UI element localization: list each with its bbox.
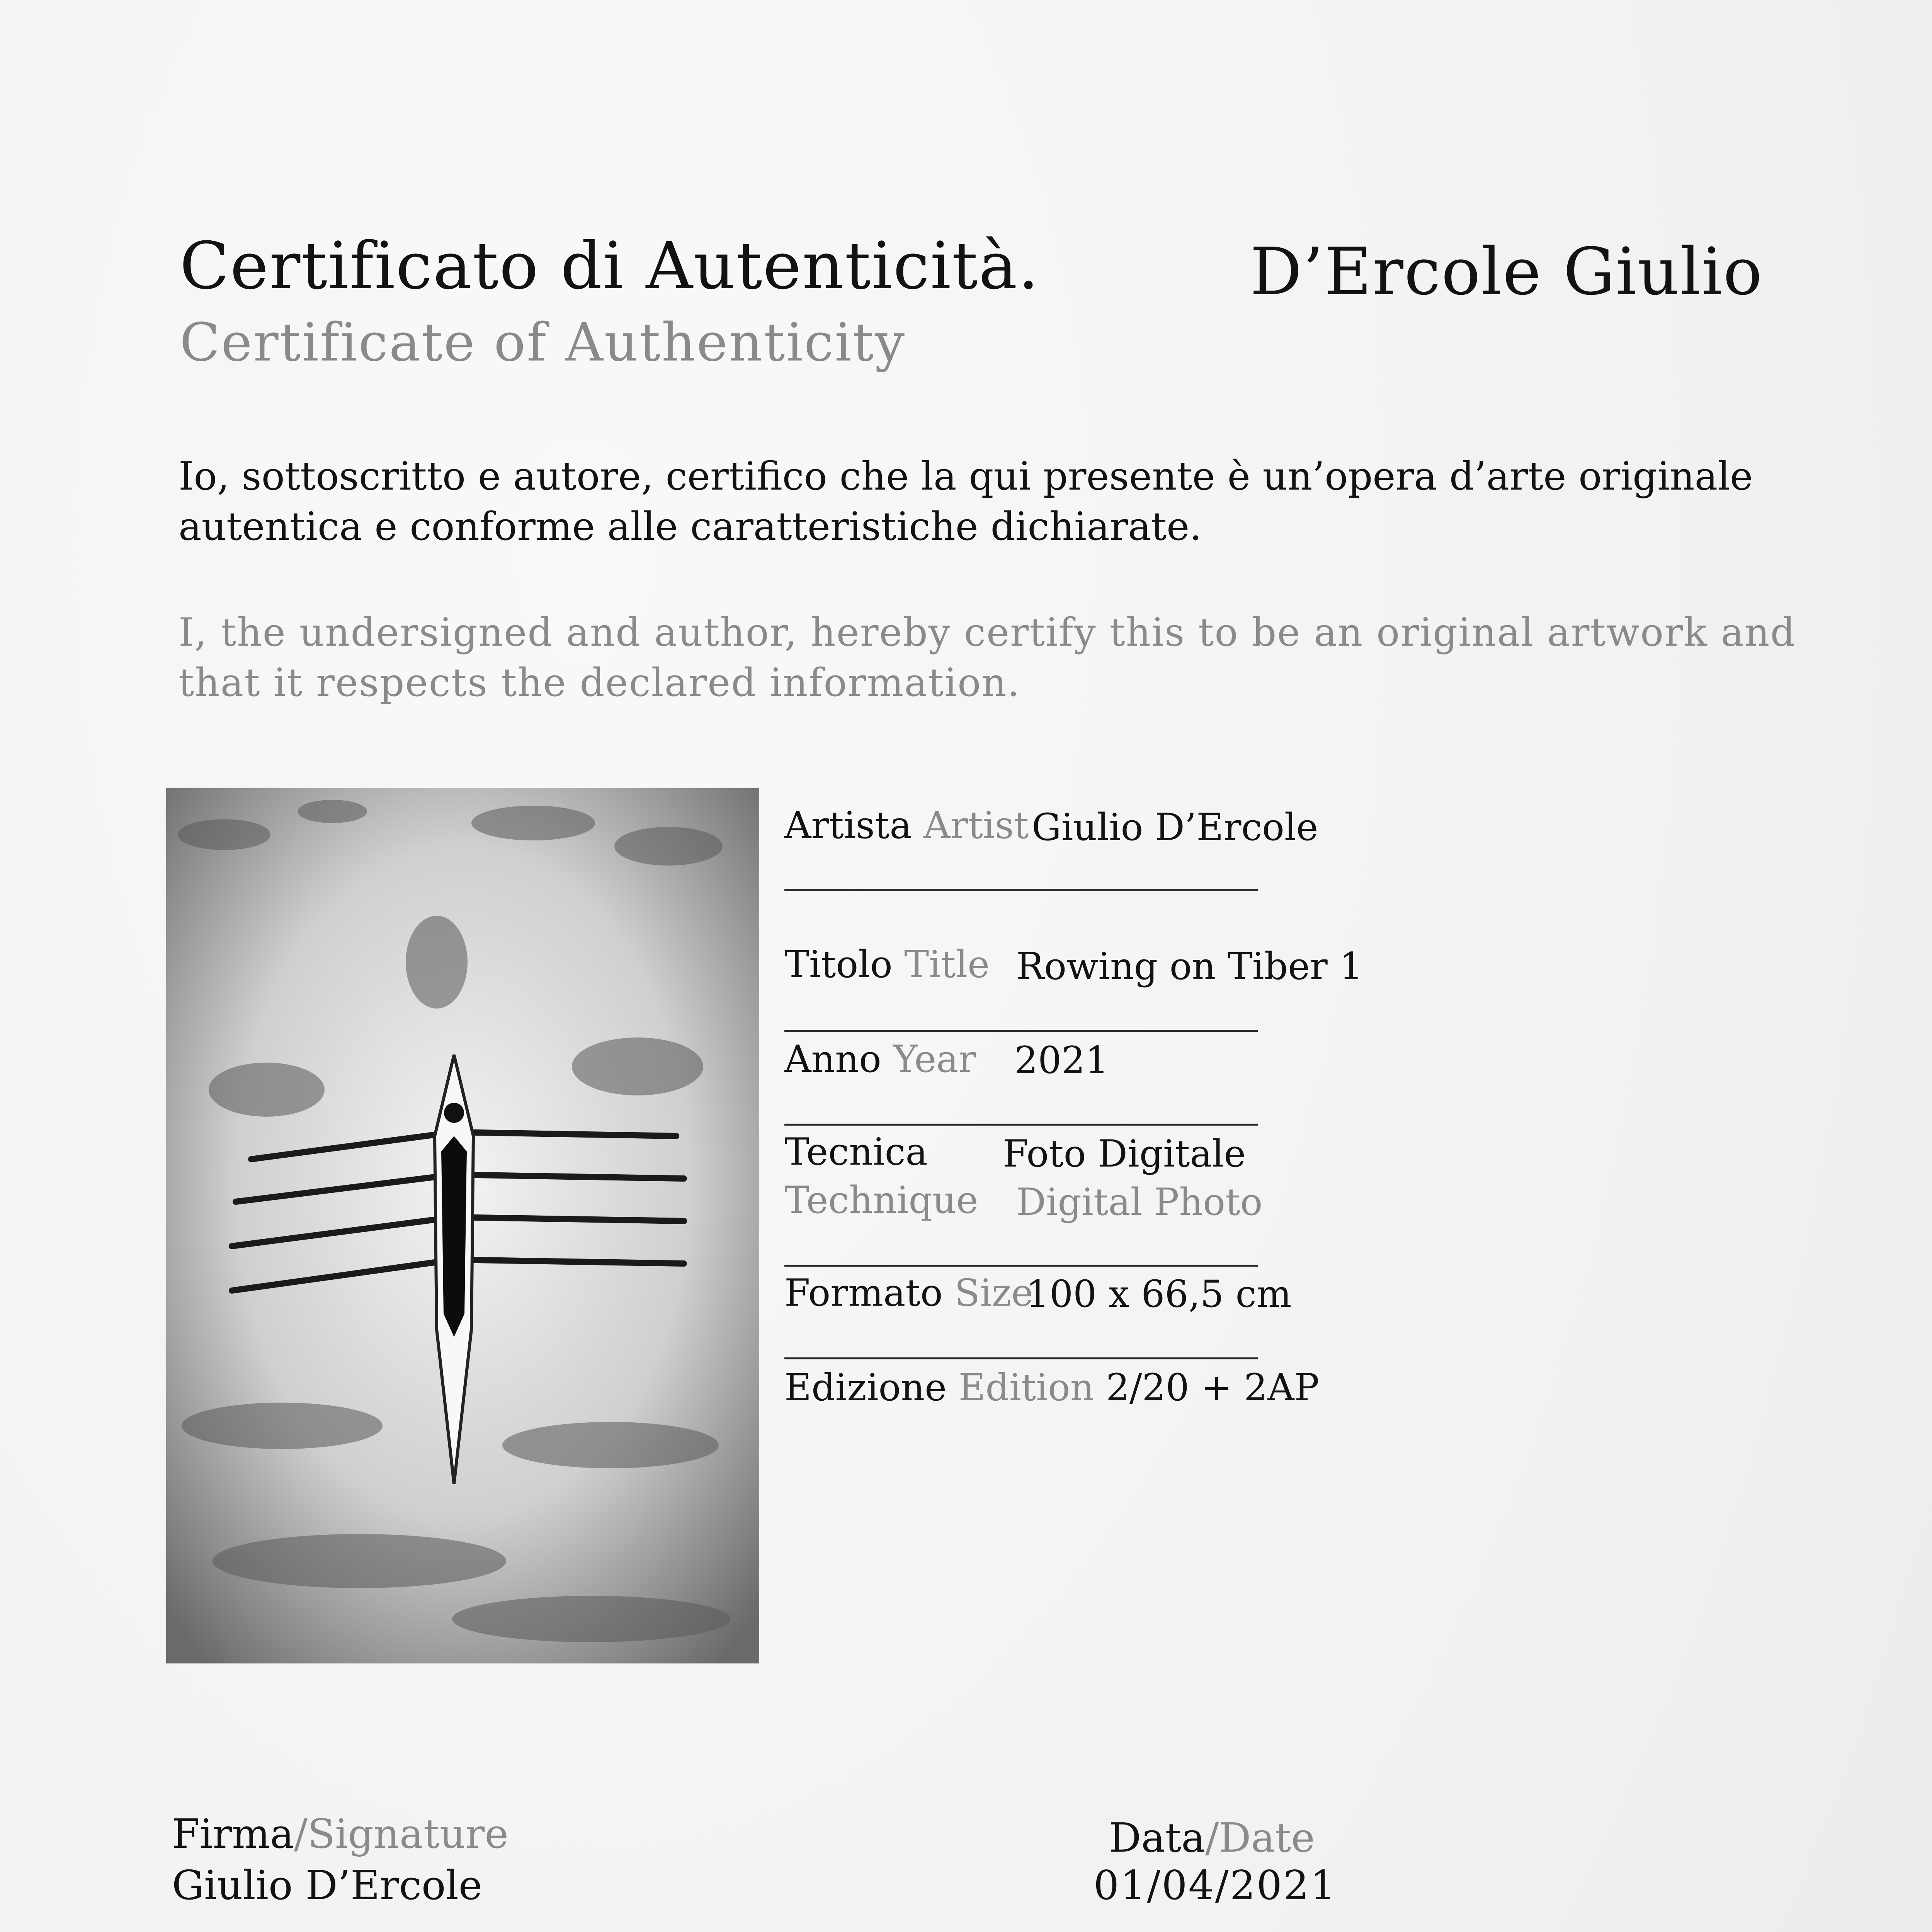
handwritten-signature-icon bbox=[182, 1928, 665, 1932]
field-technique-label-italian: Tecnica bbox=[784, 1130, 928, 1173]
declaration-english: I, the undersigned and author, hereby certify this to be an original artwork and that it respects the declared information. bbox=[179, 610, 1796, 705]
signature-label bbox=[172, 1810, 509, 1857]
signature-separator: / bbox=[294, 1810, 308, 1857]
date-label-english: Date bbox=[1219, 1814, 1315, 1861]
year-label-italian: Anno bbox=[784, 1037, 881, 1081]
field-artist-label bbox=[784, 804, 1029, 847]
divider bbox=[784, 1357, 1258, 1359]
artist-value: Giulio D’Ercole bbox=[1032, 806, 1318, 849]
title-label-english: Title bbox=[904, 943, 990, 986]
edition-label-italian: Edizione bbox=[784, 1366, 947, 1409]
signature-label-english: Signature bbox=[307, 1810, 509, 1857]
year-label-english: Year bbox=[893, 1037, 976, 1081]
field-technique-label-english: Technique bbox=[784, 1179, 978, 1222]
date-separator: / bbox=[1205, 1814, 1219, 1861]
field-title-label bbox=[784, 943, 990, 986]
date-label bbox=[1109, 1814, 1315, 1861]
edition-label-english: Edition bbox=[958, 1366, 1094, 1409]
artist-name-header: D’Ercole Giulio bbox=[1250, 234, 1763, 310]
technique-value-english: Digital Photo bbox=[1016, 1180, 1263, 1224]
divider bbox=[784, 1030, 1258, 1032]
certificate-title-english: Certificate of Authenticity bbox=[180, 312, 906, 373]
title-value: Rowing on Tiber 1 bbox=[1016, 945, 1363, 988]
divider bbox=[784, 1265, 1258, 1267]
date-label-italian: Data bbox=[1109, 1814, 1206, 1861]
artist-label-english: Artist bbox=[923, 804, 1029, 847]
size-label-english: Size bbox=[954, 1271, 1034, 1315]
artist-label-italian: Artista bbox=[784, 804, 912, 847]
rowing-boat-photo-icon bbox=[166, 788, 759, 1663]
divider bbox=[784, 1124, 1258, 1126]
field-edition-label bbox=[784, 1366, 1319, 1409]
field-size-label bbox=[784, 1271, 1033, 1315]
size-label-italian: Formato bbox=[784, 1271, 943, 1315]
signatory-name: Giulio D’Ercole bbox=[172, 1862, 483, 1909]
certificate-title-italian: Certificato di Autenticità. bbox=[180, 228, 1040, 304]
title-label-italian: Titolo bbox=[784, 943, 893, 986]
year-value: 2021 bbox=[1014, 1039, 1109, 1082]
declaration-italian: Io, sottoscritto e autore, certifico che la qui presente è un’opera d’arte originale autentica e conforme alle caratteristiche dichiarate. bbox=[179, 454, 1753, 549]
technique-value-italian: Foto Digitale bbox=[1003, 1132, 1246, 1175]
edition-value: 2/20 + 2AP bbox=[1106, 1366, 1320, 1409]
field-year-label bbox=[784, 1037, 976, 1081]
date-value: 01/04/2021 bbox=[1094, 1862, 1337, 1909]
divider bbox=[784, 889, 1258, 891]
size-value: 100 x 66,5 cm bbox=[1026, 1272, 1292, 1316]
artwork-photo bbox=[166, 788, 759, 1663]
signature-label-italian: Firma bbox=[172, 1810, 294, 1857]
